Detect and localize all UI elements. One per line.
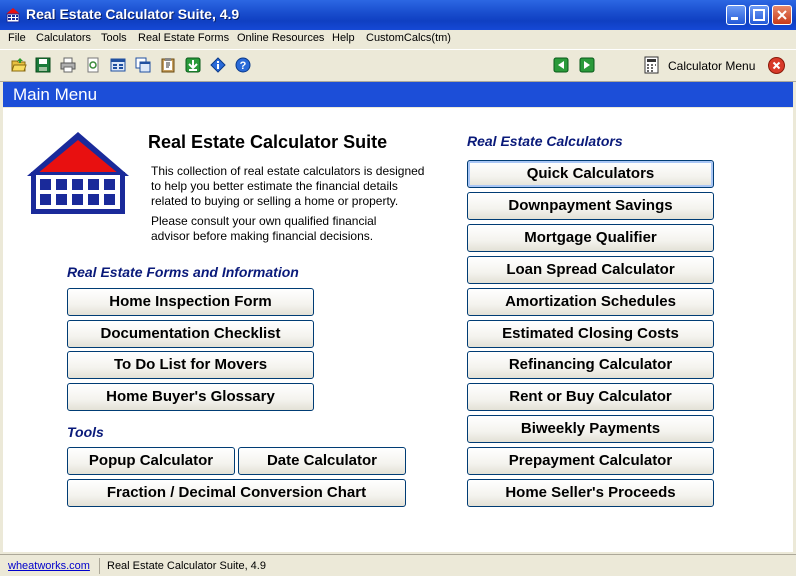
minimize-icon [727,6,745,24]
status-bar [0,554,796,576]
menu-file[interactable]: File [8,32,26,44]
close-red-icon[interactable] [768,57,785,74]
house-logo [23,128,133,218]
calculators-section-heading: Real Estate Calculators [467,133,623,149]
close-window-button[interactable] [772,5,792,25]
description-line: This collection of real estate calculators is designed [151,164,425,178]
toolbar [0,49,796,82]
status-text: Real Estate Calculator Suite, 4.9 [107,560,266,572]
print-icon[interactable] [60,57,76,73]
copy-document-icon[interactable] [85,57,101,73]
description-line: Please consult your own qualified financial [151,214,377,228]
fraction-decimal-chart-button[interactable]: Fraction / Decimal Conversion Chart [67,479,406,507]
svg-text:?: ? [239,60,247,72]
menu-online-resources[interactable]: Online Resources [237,32,325,44]
windows-icon[interactable] [135,57,151,73]
calculator-window-icon[interactable] [110,57,126,73]
menu-real-estate-forms[interactable]: Real Estate Forms [138,32,230,44]
prepayment-calculator-button[interactable]: Prepayment Calculator [467,447,714,475]
to-do-list-button[interactable]: To Do List for Movers [67,351,314,379]
minimize-button[interactable] [726,5,746,25]
house-app-icon [5,7,21,23]
biweekly-payments-button[interactable]: Biweekly Payments [467,415,714,443]
downpayment-savings-button[interactable]: Downpayment Savings [467,192,714,220]
home-sellers-proceeds-button[interactable]: Home Seller's Proceeds [467,479,714,507]
description-line: to help you better estimate the financial details [151,179,398,193]
calculator-menu-icon[interactable] [643,56,661,74]
rent-or-buy-calculator-button[interactable]: Rent or Buy Calculator [467,383,714,411]
open-folder-icon[interactable] [11,57,27,73]
tools-section-heading: Tools [67,424,104,440]
menu-calculators[interactable]: Calculators [36,32,92,44]
save-icon[interactable] [35,57,51,73]
popup-calculator-button[interactable]: Popup Calculator [67,447,235,475]
description-paragraph-2 [151,214,457,244]
back-arrow-icon[interactable] [553,57,569,73]
menu-bar [0,30,796,48]
home-inspection-form-button[interactable]: Home Inspection Form [67,288,314,316]
maximize-icon [750,6,768,24]
title-bar[interactable] [0,0,796,30]
description-line: related to buying or selling a home or property. [151,194,399,208]
main-menu-header [3,82,793,107]
main-panel [3,108,793,552]
maximize-button[interactable] [749,5,769,25]
status-divider [99,558,100,574]
loan-spread-calculator-button[interactable]: Loan Spread Calculator [467,256,714,284]
header-title: Main Menu [13,85,98,104]
download-arrow-icon[interactable] [185,57,201,73]
description-line: advisor before making financial decisions. [151,229,374,243]
forms-section-heading: Real Estate Forms and Information [67,264,299,280]
description-paragraph-1 [151,164,457,209]
clipboard-icon[interactable] [160,57,176,73]
amortization-schedules-button[interactable]: Amortization Schedules [467,288,714,316]
window-title: Real Estate Calculator Suite, 4.9 [26,6,240,22]
menu-tools[interactable]: Tools [101,32,127,44]
mortgage-qualifier-button[interactable]: Mortgage Qualifier [467,224,714,252]
menu-help[interactable]: Help [332,32,355,44]
menu-customcalcs[interactable]: CustomCalcs(tm) [366,32,451,44]
app-title: Real Estate Calculator Suite [148,132,388,152]
website-link[interactable]: wheatworks.com [8,560,90,572]
documentation-checklist-button[interactable]: Documentation Checklist [67,320,314,348]
forward-arrow-icon[interactable] [579,57,595,73]
home-buyers-glossary-button[interactable]: Home Buyer's Glossary [67,383,314,411]
calculator-menu-label[interactable]: Calculator Menu [668,59,756,73]
info-diamond-icon[interactable] [210,57,226,73]
date-calculator-button[interactable]: Date Calculator [238,447,406,475]
estimated-closing-costs-button[interactable]: Estimated Closing Costs [467,320,714,348]
refinancing-calculator-button[interactable]: Refinancing Calculator [467,351,714,379]
quick-calculators-button[interactable]: Quick Calculators [467,160,714,188]
close-icon [773,6,791,24]
help-icon[interactable] [235,57,251,73]
